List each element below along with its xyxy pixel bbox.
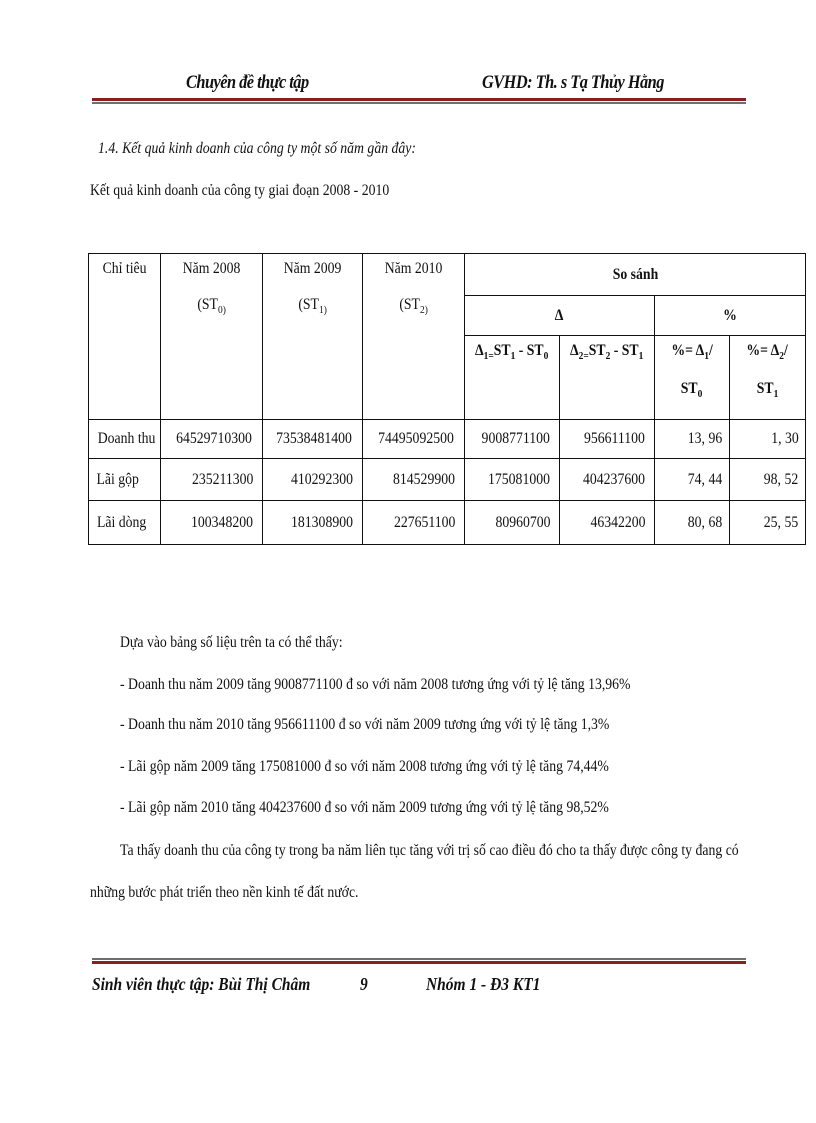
cell-delta-1: 80960700 — [465, 501, 560, 545]
analysis-bullet: - Doanh thu năm 2009 tăng 9008771100 đ so với năm 2008 tương ứng với tỷ lệ tăng 13,96% — [120, 676, 631, 693]
results-table — [88, 253, 806, 545]
conclusion-line-1: Ta thấy doanh thu của công ty trong ba năm liên tục tăng với trị số cao điều đó cho ta thấy được công ty đang có — [120, 842, 739, 859]
cell-delta-1: 9008771100 — [465, 420, 560, 459]
conclusion-line-2: những bước phát triển theo nền kinh tế đất nước. — [90, 884, 359, 901]
analysis-bullet: - Lãi gộp năm 2010 tăng 404237600 đ so với năm 2009 tương ứng với tỷ lệ tăng 98,52% — [120, 799, 609, 816]
row-label: Doanh thu — [89, 420, 161, 459]
cell-2010: 227651100 — [363, 501, 465, 545]
header-sosanh: So sánh — [465, 254, 806, 296]
cell-percent-2: 98, 52 — [730, 459, 806, 501]
cell-percent-2: 1, 30 — [730, 420, 806, 459]
cell-percent-1: 80, 68 — [655, 501, 730, 545]
footer-rule-top — [92, 958, 746, 960]
header-2010: Năm 2010 ($ST_{2)}$ — [363, 254, 465, 420]
header-delta: Δ — [465, 296, 655, 336]
cell-2008: 100348200 — [161, 501, 263, 545]
header-chitieu: Chỉ tiêu — [89, 254, 161, 420]
table-row — [89, 459, 806, 501]
cell-2009: 181308900 — [263, 501, 363, 545]
section-heading: 1.4. Kết quả kinh doanh của công ty một số năm gần đây: — [98, 140, 416, 157]
cell-percent-1: 13, 96 — [655, 420, 730, 459]
analysis-intro: Dựa vào bảng số liệu trên ta có thể thấy: — [120, 634, 343, 651]
row-label: Lãi gộp — [89, 459, 161, 501]
footer-group: Nhóm 1 - Đ3 KT1 — [426, 974, 541, 994]
cell-2009: 73538481400 — [263, 420, 363, 459]
header-rule-top — [92, 98, 746, 101]
cell-2010: 74495092500 — [363, 420, 465, 459]
cell-delta-1: 175081000 — [465, 459, 560, 501]
header-2008: Năm 2008 ($ST_{0)}$ — [161, 254, 263, 420]
header-percent-1: %= $\Delta_1/$ $ST_0$ — [655, 336, 730, 420]
cell-2008: 235211300 — [161, 459, 263, 501]
header-percent: % — [655, 296, 806, 336]
header-percent-2: %= $\Delta_2/$ $ST_1$ — [730, 336, 806, 420]
table-row — [89, 501, 806, 545]
header-title-right: GVHD: Th. s Tạ Thủy Hằng — [482, 72, 664, 93]
cell-2010: 814529900 — [363, 459, 465, 501]
row-label: Lãi dòng — [89, 501, 161, 545]
cell-percent-1: 74, 44 — [655, 459, 730, 501]
cell-2009: 410292300 — [263, 459, 363, 501]
footer-rule-bottom — [92, 961, 746, 964]
header-rule-bottom — [92, 102, 746, 104]
cell-delta-2: 956611100 — [560, 420, 655, 459]
header-delta-1: $\Delta_{1=}ST_1 - ST_0$ — [465, 336, 560, 420]
header-2009: Năm 2009 ($ST_{1)}$ — [263, 254, 363, 420]
cell-2008: 64529710300 — [161, 420, 263, 459]
table-caption: Kết quả kinh doanh của công ty giai đoạn 2008 - 2010 — [90, 182, 390, 199]
footer-student: Sinh viên thực tập: Bùi Thị Châm — [92, 974, 311, 994]
cell-percent-2: 25, 55 — [730, 501, 806, 545]
header-title-left: Chuyên đề thực tập — [186, 72, 309, 93]
cell-delta-2: 404237600 — [560, 459, 655, 501]
table-row — [89, 420, 806, 459]
analysis-bullet: - Doanh thu năm 2010 tăng 956611100 đ so với năm 2009 tương ứng với tỷ lệ tăng 1,3% — [120, 716, 610, 733]
footer-page-number: 9 — [360, 974, 368, 994]
cell-delta-2: 46342200 — [560, 501, 655, 545]
analysis-bullet: - Lãi gộp năm 2009 tăng 175081000 đ so với năm 2008 tương ứng với tỷ lệ tăng 74,44% — [120, 758, 609, 775]
header-delta-2: $\Delta_{2=}ST_2 - ST_1$ — [560, 336, 655, 420]
